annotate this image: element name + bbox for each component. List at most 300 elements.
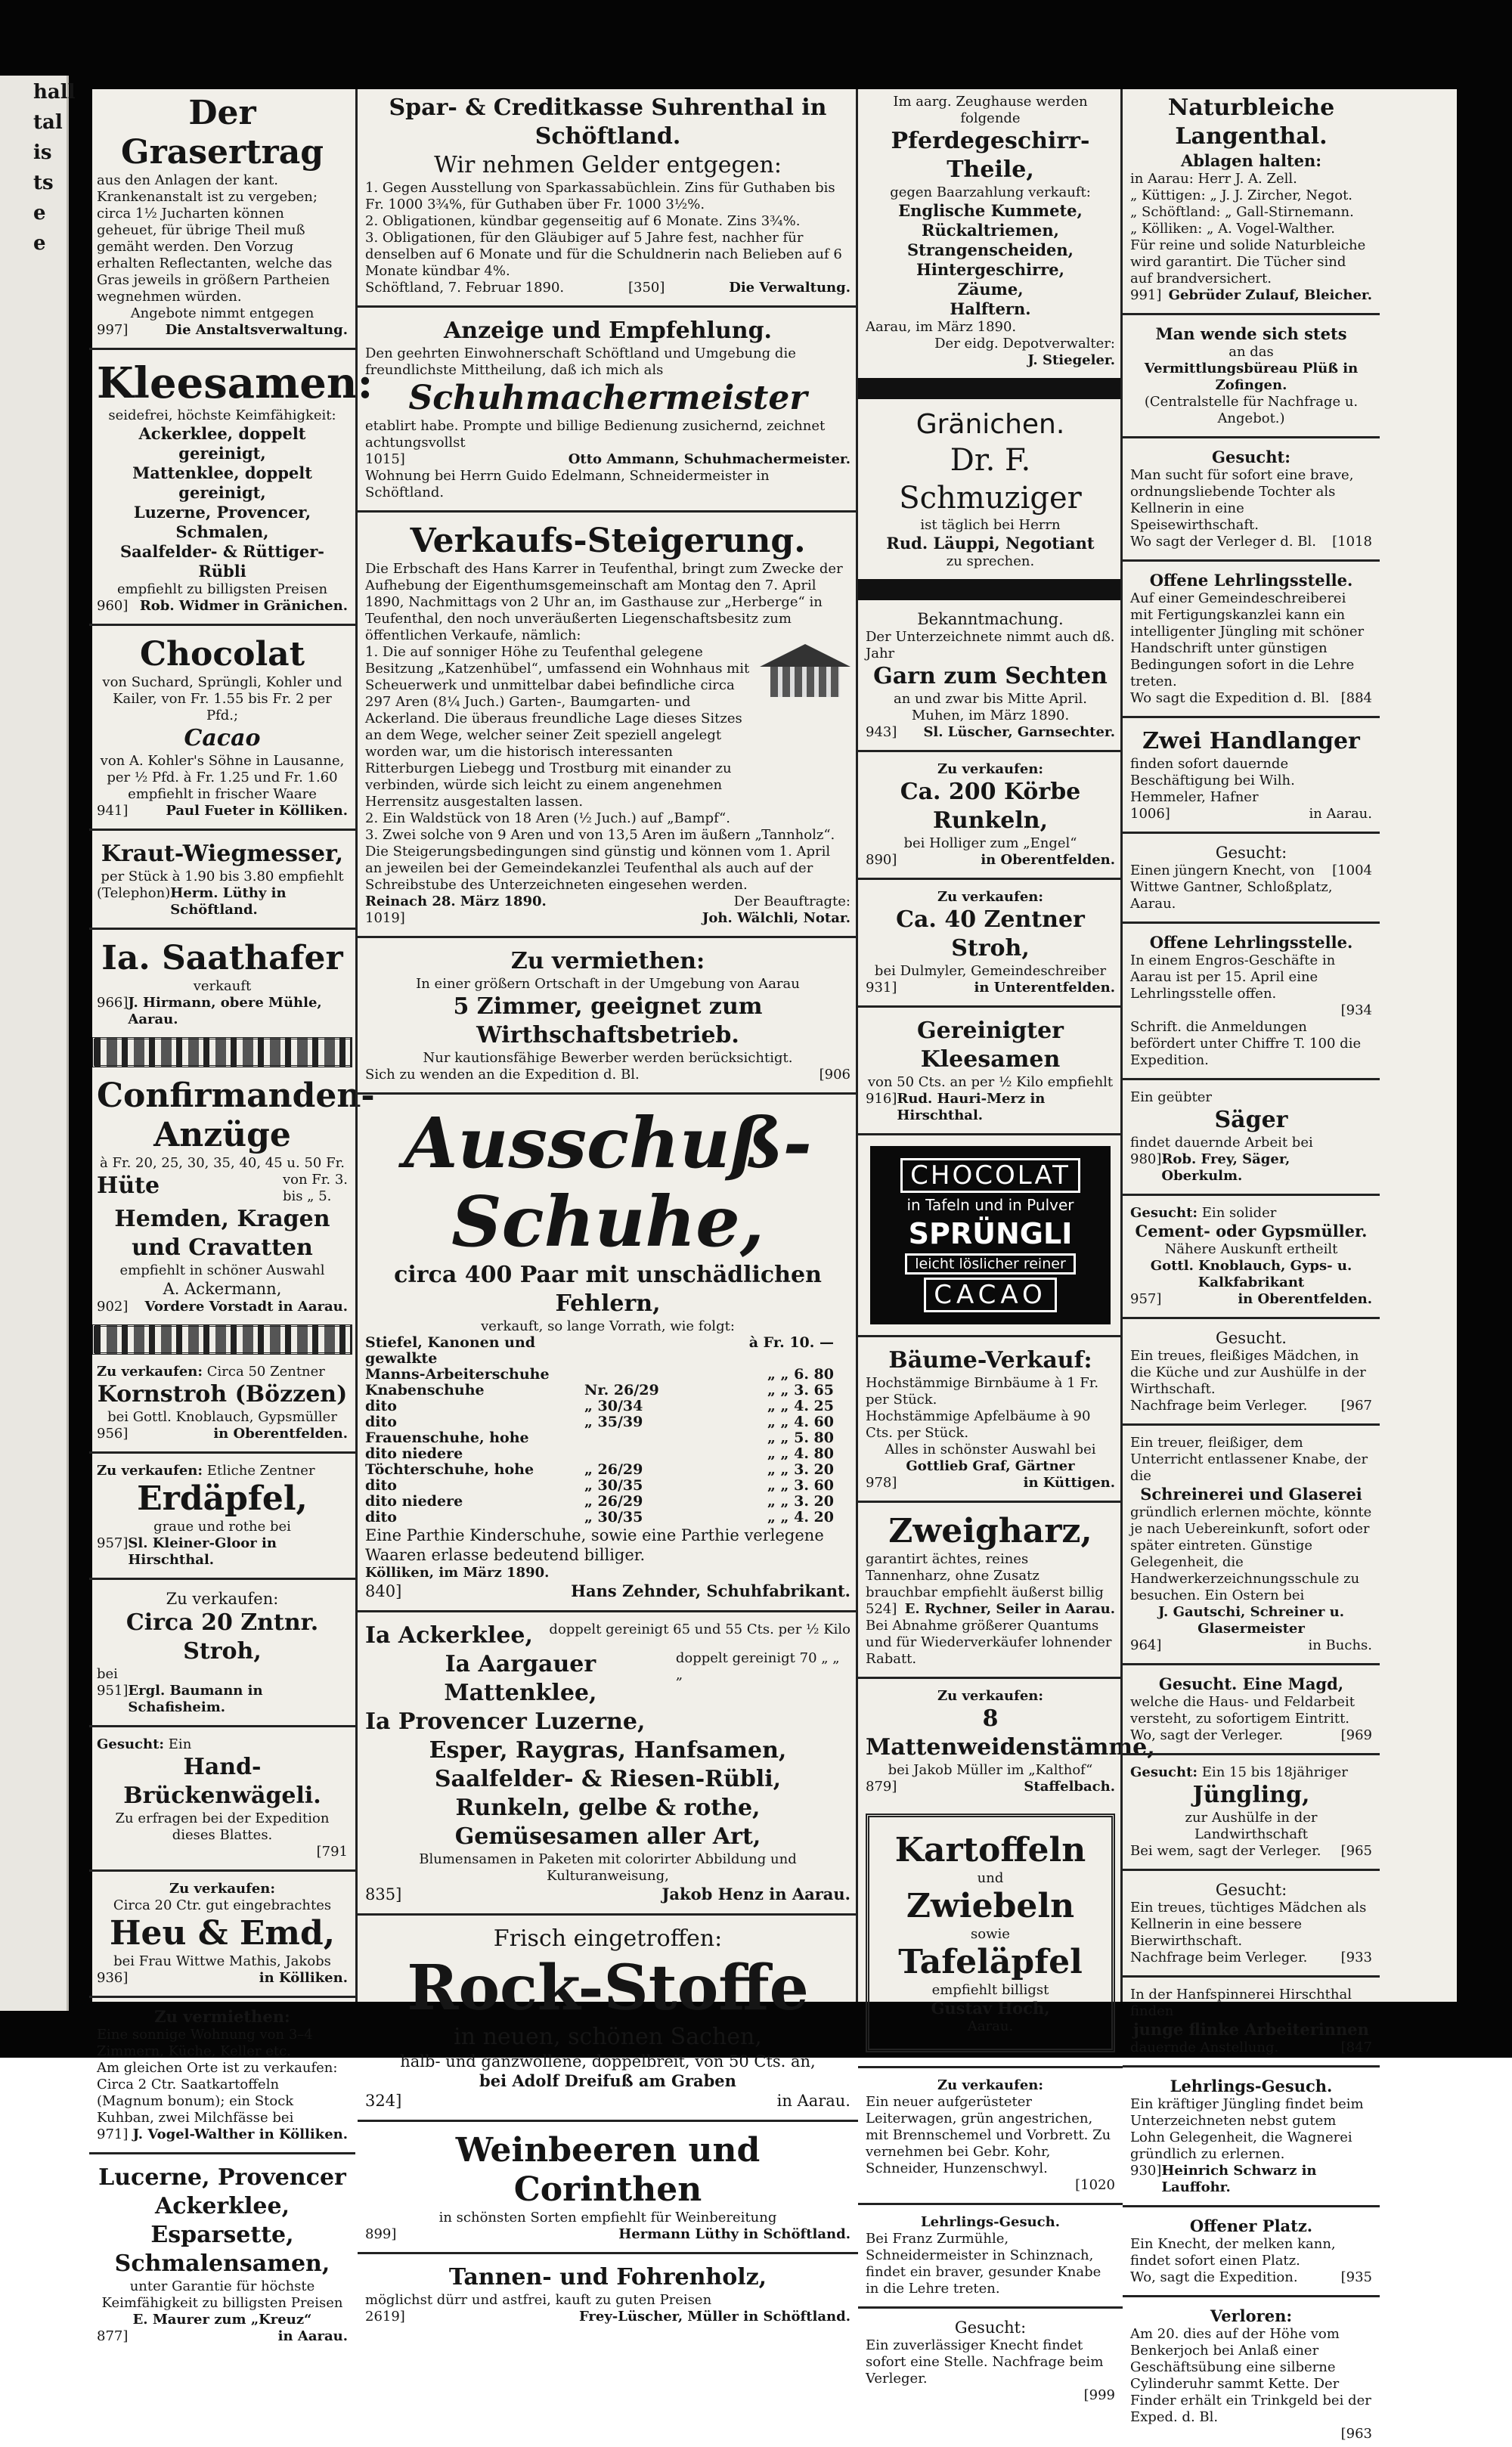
- ad-title: Ia Provencer Luzerne,: [365, 1708, 646, 1735]
- ad-text: etablirt habe. Prompte und billige Bedienung zusichernd, zeichnet achtungsvollst: [365, 418, 826, 451]
- ad-samen-henz: [358, 1617, 858, 1909]
- ad-number: 943]: [866, 724, 897, 740]
- ad-subtitle: Hemden, Kragen und Cravatten: [114, 1206, 330, 1261]
- ad-title: CHOCOLAT: [900, 1158, 1080, 1193]
- ad-text: sowie: [971, 1926, 1010, 1942]
- ad-text: Bei Franz Zurmühle, Schneidermeister in Schinznach, findet ein braver, gesunder Knabe in die Lehre treten.: [866, 2231, 1101, 2297]
- ad-text: 1. Die auf sonniger Höhe zu Teufenthal gelegene Besitzung „Katzenhübel“, umfassend ein Wohnhaus mit Scheuerwerk und unmittelbar dabei befindliche circa 297 Aren (8¼ Juch.) Garten-, Baumgarten- und Ackerland. Die überaus freundliche Lage dieses Sitzes an dem Wege, welcher seiner Zeit speziell angelegt worden war, um die historisch interessanten Ritterburgen Liebegg und Trostburg mit einander zu verbinden, würde sich leicht zu einem angenehmen Herrensitz ausgestalten lassen.: [365, 644, 750, 810]
- ad-title: Kraut-Wiegmesser,: [101, 841, 344, 867]
- ad-text: in Oberentfelden.: [981, 852, 1115, 868]
- ad-title: Zwiebeln: [906, 1887, 1075, 1925]
- ad-text: von A. Kohler's Söhne in Lausanne, per ½ Pfd. à Fr. 1.25 und Fr. 1.60 empfiehlt in frischer Waare: [100, 753, 345, 802]
- ad-saathafer: [89, 934, 355, 1033]
- ad-text: Muhen, im März 1890.: [911, 708, 1070, 723]
- ad-signature: J. Vogel-Walther in Kölliken.: [132, 2126, 348, 2142]
- ad-schreinerei: [1123, 1430, 1380, 1659]
- ad-text: Hochstämmige Birnbäume à 1 Fr. per Stück.: [866, 1375, 1099, 1408]
- ad-text: Aarau.: [967, 2018, 1014, 2034]
- ad-number: [934: [1340, 1002, 1372, 1018]
- ad-heading: Gesucht:: [1215, 1881, 1287, 1899]
- ad-signature: Heinrich Schwarz in Lauffohr.: [1161, 2163, 1317, 2195]
- ad-number: [967: [1340, 1398, 1372, 1414]
- price-item-price: „ „ 3. 20: [767, 1493, 834, 1510]
- ad-text: Schrift. die Anmeldungen befördert unter Chiffre T. 100 die Expedition.: [1130, 1019, 1362, 1068]
- ad-jungling: [1123, 1760, 1380, 1864]
- brand-logo: SPRÜNGLI: [908, 1217, 1073, 1250]
- price-item-price: „ „ 4. 20: [767, 1509, 834, 1526]
- ad-text: Gottlieb Graf, Gärtner: [906, 1458, 1075, 1474]
- ad-kleesamen: [89, 355, 373, 619]
- ad-title: Säger: [1214, 1107, 1288, 1133]
- price-item-name: Knabenschuhe: [365, 1382, 485, 1399]
- ad-signature: Sl. Kleiner-Gloor in Hirschthal.: [128, 1535, 277, 1568]
- ad-title: Ia Aargauer Mattenklee,: [444, 1651, 597, 1706]
- previous-page-edge: hall tal is ts e e: [0, 76, 69, 2011]
- price-item-name: Töchterschuhe, hohe: [365, 1461, 534, 1478]
- ad-text: Vermittlungsbüreau Plüß in Zofingen.: [1144, 361, 1359, 393]
- column-1: [89, 89, 375, 2344]
- ad-verloren: [1123, 2302, 1380, 2447]
- ad-text: Hochstämmige Apfelbäume à 90 Cts. per Stück.: [866, 1408, 1091, 1441]
- ad-signature: Vordere Vorstadt in Aarau.: [144, 1299, 348, 1315]
- price-item-size: „ 30/35: [584, 1509, 643, 1526]
- ad-title: Erdäpfel,: [137, 1479, 308, 1518]
- ad-title: 5 Zimmer, geeignet zum Wirthschaftsbetrieb.: [453, 993, 763, 1048]
- ad-text: 3. Zwei solche von 9 Aren und von 13,5 Aren im äußern „Tannholz“.: [365, 827, 835, 843]
- ad-subtitle: circa 400 Paar mit unschädlichen Fehlern,: [394, 1262, 822, 1317]
- ad-title: Schmalensamen,: [114, 2250, 330, 2277]
- ad-title: Ausschuß-Schuhe,: [404, 1102, 812, 1262]
- ad-text: in neuen, schönen Sachen,: [454, 2024, 762, 2050]
- ad-gereinigter-kleesamen: [858, 1012, 1123, 1129]
- ad-korbe: [858, 757, 1123, 873]
- ad-zweigharz: [858, 1507, 1123, 1672]
- ad-title: Confirmanden-: [97, 1076, 375, 1115]
- price-item-name: Stiefel, Kanonen und gewalkte: [365, 1334, 536, 1367]
- ad-text: 3. Obligationen, für den Gläubiger auf 5 Jahre fest, nachher für denselben auf 6 Monate und für die Schuldnerin nach Belieben auf 6 Monate kündbar 4%.: [365, 230, 842, 279]
- ad-text: garantirt ächtes, reines Tannenharz, ohne Zusatz brauchbar empfiehlt äußerst billig: [866, 1551, 1104, 1600]
- ad-number: 978]: [866, 1475, 897, 1491]
- ad-text: In einer größern Ortschaft in der Umgebung von Aarau: [416, 976, 800, 992]
- ad-text: 2. Obligationen, kündbar gegenseitig auf 6 Monate. Zins 3¾%.: [365, 213, 801, 229]
- ad-ausschuss-schuhe: [358, 1099, 858, 1606]
- ad-title: Gereinigter Kleesamen: [917, 1018, 1064, 1073]
- ad-confirmanden: [89, 1072, 375, 1320]
- ad-title: CACAO: [924, 1278, 1057, 1312]
- ad-number: 879]: [866, 1779, 897, 1795]
- ad-title: Kornstroh (Bözzen): [97, 1381, 348, 1408]
- ad-text: Eine Parthie Kinderschuhe, sowie eine Parthie verlegene Waaren erlasse bedeutend billiger.: [365, 1526, 824, 1564]
- ad-text: gründlich erlernen möchte, könnte je nach Uebereinkunft, sofort oder später eintreten. Günstige Gelegenheit, die Handwerkerzeichnungsschule zu besuchen. Ein Ostern bei: [1130, 1504, 1372, 1603]
- ad-text: Eine sonnige Wohnung von 3–4 Zimmern, Küche, Keller etc.: [97, 2027, 313, 2059]
- ad-handlanger: [1123, 723, 1380, 827]
- ad-signature: Hans Zehnder, Schuhfabrikant.: [571, 1581, 850, 1600]
- ad-title: Tannen- und Fohrenholz,: [448, 2264, 767, 2291]
- price-row: [365, 1367, 850, 1383]
- ad-number: 966]: [97, 995, 129, 1011]
- ad-zimmer: [358, 943, 858, 1088]
- ad-signature: Gustav Hoch,: [931, 1999, 1050, 2018]
- ad-text: Ein neuer aufgerüsteter Leiterwagen, grün angestrichen, mit Brennschemel und Vorbrett. Zu vernehmen bei Gebr. Kohr, Schneider, Hunzenschwyl.: [866, 2094, 1111, 2176]
- ad-title: Spar- & Creditkasse Suhrenthal in Schöftland.: [389, 94, 827, 150]
- ad-text: Saalfelder- & Rüttiger-Rübli: [119, 542, 325, 581]
- ad-text: von 50 Cts. an per ½ Kilo empfiehlt: [867, 1074, 1114, 1090]
- ad-gypsmuller: [1123, 1200, 1380, 1312]
- ad-title: Langenthal.: [1175, 123, 1328, 150]
- price-row: [365, 1430, 850, 1446]
- price-item-name: dito: [365, 1509, 397, 1526]
- ad-text: Die Erbschaft des Hans Karrer in Teufenthal, bringt zum Zwecke der Aufhebung der Eigenthumsgemeinschaft am Montag den 7. April 1890, Nachmittags von 2 Uhr an, im Gasthause zur „Herberge“ in Teufenthal, den noch unveräußerten Liegenschaftsbesitz zum öffentlichen Verkaufe, nämlich:: [365, 561, 843, 643]
- price-item-size: [584, 1367, 698, 1383]
- price-item-size: [584, 1446, 698, 1462]
- ad-kartoffeln: [866, 1814, 1115, 2052]
- ad-number: 957]: [97, 1535, 129, 1551]
- ad-vermiethen: [89, 2003, 355, 2148]
- ad-stroh: [89, 1584, 355, 1721]
- ad-heading: Ablagen halten:: [1180, 151, 1322, 170]
- ad-signature: Die Anstaltsverwaltung.: [165, 322, 348, 338]
- ad-text: Etliche Zentner: [206, 1463, 315, 1479]
- ad-heading: Zu verkaufen:: [169, 1881, 276, 1897]
- price-item-name: dito: [365, 1398, 397, 1414]
- price-item-name: Frauenschuhe, hohe: [365, 1429, 529, 1446]
- ad-text: Nachfrage beim Verleger.: [1130, 1950, 1308, 1965]
- ad-offener-platz: [1123, 2212, 1380, 2291]
- price-item-size: „ 30/34: [584, 1398, 643, 1414]
- ad-text: per Stück à 1.90 bis 3.80 empfiehlt: [101, 869, 344, 884]
- ad-signature: Ergl. Baumann in Schafisheim.: [128, 1683, 263, 1715]
- ad-text: Ein 15 bis 18jähriger: [1201, 1764, 1348, 1780]
- ad-text: doppelt gereinigt 65 und 55 Cts. per ½ Kilo: [549, 1622, 850, 1637]
- ad-text: findet dauernde Arbeit bei: [1130, 1135, 1313, 1151]
- ad-title: Offener Platz.: [1189, 2216, 1313, 2235]
- ad-signature: Joh. Wälchli, Notar.: [702, 910, 850, 926]
- ad-title: Anzüge: [153, 1116, 291, 1154]
- ornament-border: [92, 1324, 352, 1355]
- ad-text: In einem Engros-Geschäfte in Aarau ist per 15. April eine Lehrlingsstelle offen.: [1130, 952, 1336, 1002]
- ad-heading: Gesucht.: [1216, 1329, 1287, 1347]
- ad-text: Circa 20 Ctr. gut eingebrachtes: [113, 1897, 332, 1913]
- price-row: [365, 1478, 850, 1494]
- ad-pferdegeschirr: [858, 89, 1123, 373]
- ad-text: 2. Ein Waldstück von 18 Aren (½ Juch.) auf „Bampf“.: [365, 810, 730, 826]
- ad-title: Gränichen.: [916, 409, 1065, 440]
- ad-signature: Rud. Hauri-Merz in Hirschthal.: [897, 1091, 1046, 1123]
- ad-number: 835]: [365, 1885, 402, 1903]
- price-item-size: [584, 1430, 698, 1446]
- ad-title: Verloren:: [1210, 2306, 1293, 2325]
- ad-kornstroh: [89, 1359, 355, 1447]
- shoe-price-list: [365, 1335, 850, 1526]
- ad-text: ist täglich bei Herrn: [920, 517, 1061, 533]
- ad-title: Pferdegeschirr-Theile,: [891, 128, 1090, 183]
- price-item-price: „ „ 3. 20: [767, 1461, 834, 1478]
- ad-text: Der Unterzeichnete nimmt auch dß. Jahr: [866, 629, 1115, 661]
- ad-heading: Gesucht:: [1130, 1764, 1198, 1780]
- ad-text: Ein Knecht, der melken kann, findet sofort einen Platz.: [1130, 2236, 1336, 2269]
- ad-subtitle: Hüte: [97, 1172, 160, 1199]
- ad-madchen: [1123, 1324, 1380, 1419]
- ad-granichen: [858, 404, 1123, 575]
- ad-text: graue und rothe bei: [153, 1519, 291, 1535]
- ad-zentner-stroh: [858, 884, 1123, 1001]
- ad-number: 960]: [97, 598, 129, 614]
- ad-number: [969: [1340, 1727, 1372, 1743]
- ad-title: Ca. 40 Zentner Stroh,: [896, 906, 1085, 962]
- ad-date: Kölliken, im März 1890.: [365, 1565, 550, 1581]
- ad-text: Der Beauftragte:: [733, 894, 850, 909]
- ad-kellnerin-2: [1123, 1876, 1380, 1971]
- ad-chocolat: [89, 630, 355, 824]
- ad-title: Man wende sich stets: [1155, 324, 1347, 343]
- ad-garn: [858, 605, 1123, 745]
- ad-heading: Zu verkaufen:: [937, 889, 1044, 905]
- ad-signature: Paul Fueter in Kölliken.: [166, 803, 348, 819]
- ad-text: an das: [1228, 344, 1274, 360]
- ad-text: welche die Haus- und Feldarbeit versteht, zu sofortigem Eintritt.: [1130, 1694, 1355, 1727]
- ad-title: Bäume-Verkauf:: [888, 1347, 1092, 1374]
- ad-title: junge flinke Arbeiterinnen: [1133, 2020, 1369, 2039]
- ad-text: Einen jüngern Knecht, von: [1130, 863, 1315, 878]
- ad-number: [350]: [627, 280, 665, 296]
- ad-text: Luzerne, Provencer,: [133, 503, 311, 522]
- ad-text: Für reine und solide Naturbleiche wird garantirt. Die Tücher sind auf brandversichert.: [1130, 237, 1366, 287]
- ad-text: Alles in schönster Auswahl bei: [885, 1442, 1096, 1457]
- price-item-size: [584, 1335, 698, 1367]
- list-item: Halftern.: [950, 299, 1031, 318]
- price-item-name: dito: [365, 1477, 397, 1494]
- ad-pluss: [1123, 320, 1380, 432]
- price-item-name: dito niedere: [365, 1445, 463, 1462]
- ad-text: halb- und ganzwollene, doppelbreit, von 50 Cts. an,: [400, 2052, 816, 2071]
- ad-text: Nachfrage beim Verleger.: [1130, 1398, 1308, 1414]
- ad-title: Runkeln, gelbe & rothe,: [455, 1795, 761, 1821]
- price-item-size: „ 30/35: [584, 1477, 643, 1494]
- ad-text: Sich zu wenden an die Expedition d. Bl.: [365, 1067, 640, 1083]
- ad-number: [935: [1340, 2269, 1372, 2285]
- ornament-border: [92, 1037, 352, 1067]
- ad-title: Esper, Raygras, Hanfsamen,: [429, 1737, 787, 1764]
- house-illustration: [760, 644, 850, 697]
- ad-rock-stoffe: [358, 1920, 858, 2115]
- ad-title: Heu & Emd,: [109, 1914, 336, 1953]
- ad-text: dauernde Anstellung.: [1130, 2040, 1279, 2055]
- ad-text: Wo sagt der Verleger d. Bl.: [1130, 534, 1316, 550]
- price-item-price: „ „ 3. 60: [767, 1477, 834, 1494]
- ad-signature: Herm. Lüthy in Schöftland.: [170, 885, 287, 918]
- ad-kraut-wiegmesser: [89, 835, 355, 923]
- ad-text: in Buchs.: [1308, 1637, 1372, 1653]
- ad-number: 524]: [866, 1601, 897, 1617]
- ad-lehrlingsstelle: [1123, 566, 1380, 711]
- ad-number: 1015]: [365, 451, 405, 467]
- ad-text: bei Adolf Dreifuß am Graben: [479, 2071, 736, 2090]
- ad-title: Hand-Brückenwägeli.: [123, 1754, 321, 1809]
- ad-signature: J. Hirmann, obere Mühle, Aarau.: [128, 995, 322, 1027]
- ad-text: (Centralstelle für Nachfrage u. Angebot.): [1144, 394, 1359, 426]
- ad-signature: J. Gautschi, Schreiner u. Glasermeister: [1157, 1604, 1345, 1637]
- ad-title: 8 Mattenweidenstämme,: [866, 1705, 1155, 1761]
- ad-text: Ein treues, fleißiges Mädchen, in die Küche und zur Aushülfe in der Wirthschaft.: [1130, 1348, 1366, 1397]
- ad-heading: Gesucht:: [1215, 844, 1287, 862]
- list-item: Hintergeschirre,: [916, 260, 1064, 279]
- ad-number: [933: [1340, 1950, 1372, 1965]
- ad-number: 930]: [1130, 2163, 1162, 2179]
- ad-number: [1018: [1332, 534, 1372, 550]
- ad-number: [884: [1340, 690, 1372, 706]
- ad-signature: E. Maurer zum „Kreuz“: [132, 2312, 312, 2328]
- price-row: [365, 1446, 850, 1462]
- ad-text: „ Schöftland: „ Gall-Stirnemann.: [1130, 204, 1354, 220]
- ad-text: in Aarau.: [1309, 806, 1372, 822]
- ad-title: Schreinerei und Glaserei: [1140, 1485, 1362, 1504]
- price-item-price: „ „ 3. 65: [767, 1382, 834, 1399]
- ad-title: Dr. F. Schmuziger: [899, 443, 1082, 516]
- ad-text: (Telephon): [97, 885, 171, 901]
- ad-title: Kartoffeln: [894, 1831, 1086, 1869]
- ad-number: [965: [1340, 1843, 1372, 1859]
- list-item: Strangenscheiden,: [907, 240, 1074, 259]
- ad-text: Im aarg. Zeughause werden folgende: [893, 94, 1088, 126]
- price-item-price: „ „ 4. 25: [767, 1398, 834, 1414]
- ad-text: Ein solider: [1201, 1205, 1277, 1221]
- ad-text: in Tafeln und in Pulver: [906, 1196, 1074, 1214]
- ad-naturbleiche: [1123, 89, 1380, 308]
- ad-text: zu sprechen.: [946, 553, 1035, 569]
- ad-text: in Aarau.: [277, 2328, 348, 2344]
- ad-text: Rud. Läuppi, Negotiant: [886, 534, 1095, 553]
- ad-text: Der eidg. Depotverwalter:: [934, 336, 1115, 352]
- column-2: [355, 89, 858, 2325]
- price-item-size: „ 26/29: [584, 1493, 643, 1510]
- ad-number: 1006]: [1130, 806, 1170, 822]
- ad-text: Schmalen,: [175, 522, 269, 541]
- ad-date: Schöftland, 7. Februar 1890.: [365, 280, 565, 296]
- ad-lehrlings-gesuch: [858, 2210, 1123, 2302]
- ad-number: 899]: [365, 2226, 397, 2242]
- price-row: [365, 1462, 850, 1478]
- ad-text: in Küttigen.: [1023, 1475, 1115, 1491]
- ad-text: empfiehlt zu billigsten Preisen: [116, 581, 328, 597]
- ad-text: Wo, sagt der Verleger.: [1130, 1727, 1284, 1743]
- ad-title: Ia. Saathafer: [101, 939, 343, 977]
- ad-mattenweiden: [858, 1683, 1155, 1800]
- ad-text: in Aarau: Herr J. A. Zell.: [1130, 171, 1297, 187]
- price-item-name: dito: [365, 1414, 397, 1430]
- ad-knecht-gesucht: [1123, 838, 1380, 917]
- ad-signature: Otto Ammann, Schuhmachermeister.: [568, 451, 850, 467]
- ad-title: Esparsette,: [150, 2222, 294, 2248]
- ad-text: Gottl. Knoblauch, Gyps- u. Kalkfabrikant: [1150, 1258, 1352, 1290]
- price-item-price: „ „ 4. 60: [767, 1414, 834, 1430]
- ad-text: Bei Abnahme größerer Quantums und für Wiederverkäufer lohnender Rabatt.: [866, 1618, 1112, 1667]
- ad-number: 916]: [866, 1091, 897, 1107]
- ad-title: Garn zum Sechten: [873, 663, 1108, 689]
- ad-text: Wohnung bei Herrn Guido Edelmann, Schneidermeister in Schöftland.: [365, 468, 770, 500]
- ad-title: Schuhmachermeister: [408, 379, 807, 417]
- price-row: [365, 1414, 850, 1430]
- ad-text: „ Kölliken: „ A. Vogel-Walther.: [1130, 221, 1336, 237]
- ad-erdapfel: [89, 1458, 355, 1573]
- ad-title: Offene Lehrlingsstelle.: [1149, 571, 1353, 590]
- ad-signature: Hermann Lüthy in Schöftland.: [618, 2226, 850, 2242]
- ad-number: 902]: [97, 1299, 129, 1315]
- ad-signature: Rob. Frey, Säger, Oberkulm.: [1161, 1151, 1290, 1184]
- ad-subtitle: Cacao: [184, 725, 261, 751]
- ad-text: Ein zuverlässiger Knecht findet sofort eine Stelle. Nachfrage beim Verleger.: [866, 2337, 1104, 2387]
- ad-heu-emd: [89, 1876, 355, 1991]
- ad-text: verkauft: [193, 978, 252, 994]
- price-row: [365, 1399, 850, 1414]
- ad-number: 877]: [97, 2328, 129, 2344]
- ad-text: Man sucht für sofort eine brave, ordnungsliebende Tochter als Kellnerin in eine Speisewirthschaft.: [1130, 467, 1354, 533]
- black-bar: [858, 378, 1123, 399]
- ad-offene-lehrlingsstelle: [1123, 928, 1380, 1073]
- ad-text: in schönsten Sorten empfiehlt für Weinbereitung: [438, 2210, 777, 2226]
- list-item: Englische Kummete,: [898, 201, 1083, 220]
- ad-number: 2619]: [365, 2309, 405, 2325]
- ad-text: Den geehrten Einwohnerschaft Schöftland und Umgebung die freundlichste Mittheilung, daß ich mich als: [365, 345, 796, 378]
- ad-text: Bei wem, sagt der Verleger.: [1130, 1843, 1321, 1859]
- ad-title: Jüngling,: [1192, 1782, 1310, 1808]
- ad-title: Circa 20 Zntnr. Stroh,: [125, 1609, 319, 1665]
- ad-text: A. Ackermann,: [163, 1280, 282, 1298]
- price-item-size: Nr. 26/29: [584, 1382, 659, 1399]
- ad-number: [963: [1340, 2426, 1372, 2442]
- ad-text: gegen Baarzahlung verkauft:: [890, 184, 1091, 200]
- price-row: [365, 1335, 850, 1367]
- ad-text: Ein geübter: [1130, 1089, 1212, 1105]
- ad-heading: Zu verkaufen:: [97, 1463, 203, 1479]
- ad-text: 1. Gegen Ausstellung von Sparkassabüchlein. Zins für Guthaben bis Fr. 1000 3¾%, für Guthaben über Fr. 1000 3½%.: [365, 180, 835, 212]
- ad-holz: [358, 2259, 858, 2330]
- ad-title: Kleesamen:: [97, 358, 373, 408]
- ad-text: In der Hanfspinnerei Hirschthal finden: [1130, 1987, 1352, 2019]
- ad-text: bei: [97, 1666, 118, 1682]
- price-item-size: „ 26/29: [584, 1461, 643, 1478]
- ad-heading: Zu verkaufen:: [937, 2077, 1044, 2093]
- ad-text: in Oberentfelden.: [213, 1426, 348, 1442]
- ad-number: [999: [1083, 2387, 1115, 2403]
- ad-heading: Gesucht:: [1130, 1205, 1198, 1221]
- price-row: [365, 1383, 850, 1399]
- price-row: [365, 1510, 850, 1526]
- ad-text: Am 20. dies auf der Höhe vom Benkerjoch bei Anlaß einer Geschäftsübung eine silberne Cylinderuhr sammt Kette. Der Finder erhält ein Trinkgeld bei der Exped. d. Bl.: [1130, 2326, 1371, 2425]
- price-item-size: „ 35/39: [584, 1414, 643, 1430]
- ad-text: empfiehlt billigst: [931, 1982, 1049, 1998]
- ad-text: Nur kautionsfähige Bewerber werden berücksichtigt.: [423, 1050, 793, 1066]
- ad-lucerne: [89, 2159, 355, 2349]
- ad-number: 997]: [97, 322, 129, 338]
- ad-sparkasse: [358, 89, 858, 301]
- ad-heading: Gesucht:: [1212, 448, 1290, 466]
- ad-heading: Bekanntmachung.: [917, 610, 1064, 628]
- ad-title: Ia Ackerklee,: [365, 1622, 533, 1649]
- black-bar: [858, 579, 1123, 600]
- ad-number: [847: [1340, 2040, 1372, 2055]
- ad-title: Ackerklee,: [154, 2193, 290, 2219]
- ad-lehrlings-gesuch-2: [1123, 2072, 1380, 2201]
- ad-number: [1004: [1332, 863, 1372, 878]
- ad-text: „ Küttigen: „ J. J. Zircher, Negot.: [1130, 187, 1353, 203]
- ad-heading: Zu verkaufen:: [937, 761, 1044, 777]
- ad-heading: Zu verkaufen:: [937, 1688, 1044, 1704]
- ad-number: [906: [819, 1067, 850, 1083]
- ad-heading: Zu vermiethen:: [154, 2007, 290, 2026]
- ad-title: Weinbeeren und Corinthen: [455, 2131, 761, 2209]
- ad-text: unter Garantie für höchste Keimfähigkeit zu billigsten Preisen: [101, 2278, 343, 2311]
- ad-grasertrag: [89, 89, 355, 343]
